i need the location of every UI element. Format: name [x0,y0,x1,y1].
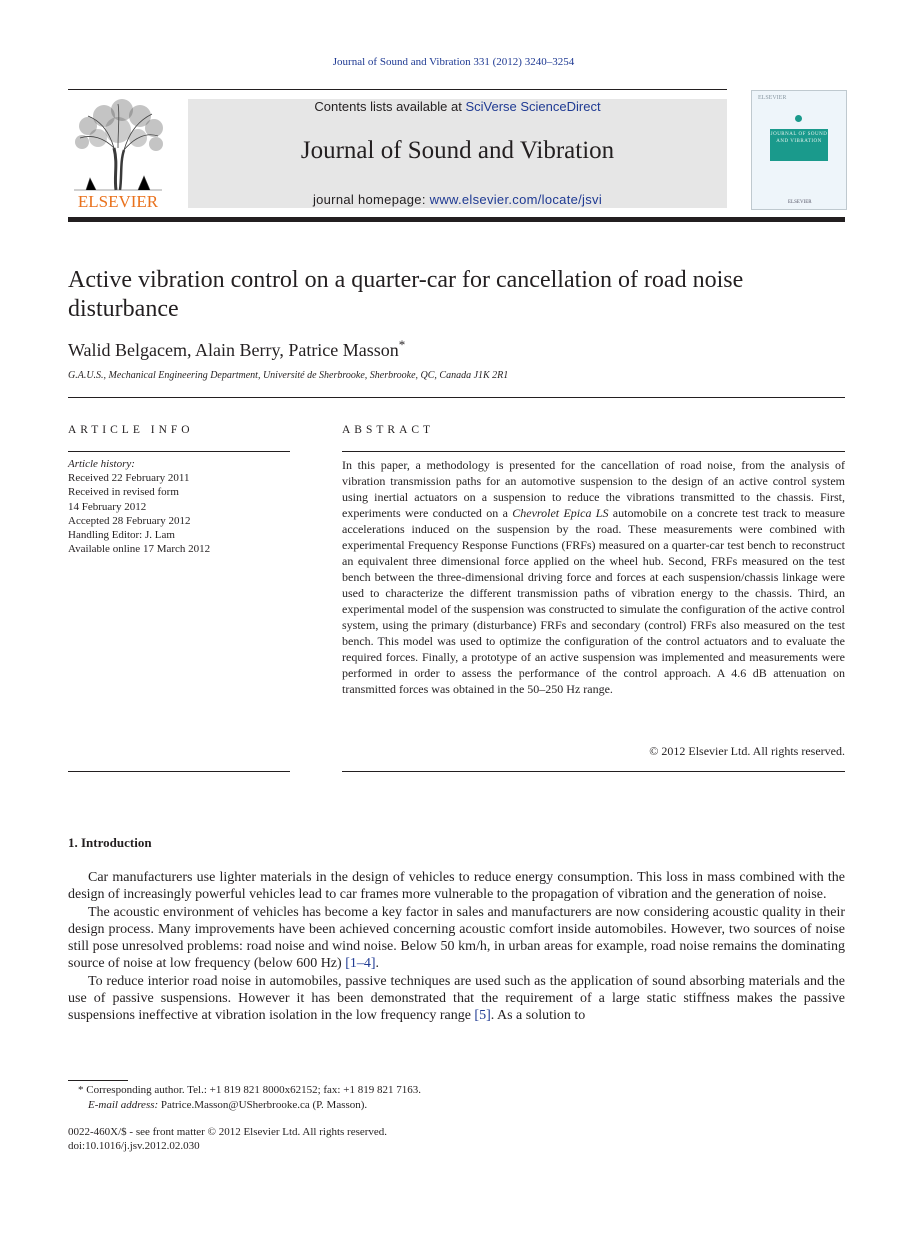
abstract-rule-bottom [342,771,845,772]
history-line: Available online 17 March 2012 [68,543,211,556]
issn-line: 0022-460X/$ - see front matter © 2012 Elsevier Ltd. All rights reserved. [68,1126,388,1138]
authors-names: Walid Belgacem, Alain Berry, Patrice Masson [68,340,399,360]
homepage-line [188,192,727,207]
cover-publisher-mark: ELSEVIER [758,95,787,101]
email-footnote [88,1099,367,1111]
introduction-heading: 1. Introduction [68,835,152,850]
elsevier-logo [68,98,168,210]
corresponding-author-mark[interactable]: * [398,337,406,352]
email-label: E-mail address: [88,1099,159,1111]
cover-title-box: JOURNAL OF SOUND AND VIBRATION [770,129,828,161]
footnote-rule [68,1080,128,1081]
email-address[interactable]: Patrice.Masson@USherbrooke.ca (P. Masson). [158,1099,368,1111]
article-title: Active vibration control on a quarter-car for cancellation of road noise disturbance [68,267,744,322]
header-thick-rule [68,217,845,222]
intro-p2-end: . [375,956,380,972]
abstract-text [342,457,845,697]
article-history [68,457,290,556]
doi-line[interactable]: doi:10.1016/j.jsv.2012.02.030 [68,1140,200,1152]
abstract-part-2: automobile on a concrete test track to measure accelerations induced on the suspension by the road. These measurements were combined with experimental Frequency Response Functions (FRFs) measured on a quarter-car test bench to reconstruct an equivalent three dimensional force applied on the wheel hub. Second, FRFs measured on the test bench between the three-dimensional driving force and forces at each suspension/chassis linkage were used to characterize the different transmission paths of vibration energy to the chassis. Third, an experimental model of the suspension was constructed to simulate the configuration of the active control system, using the primary (disturbance) FRFs and secondary (control) FRFs also measured on the test bench. This model was used to optimize the configuration of the control actuators and to evaluate the required forces. Finally, a prototype of an active suspension was implemented and measurements were performed in order to assess the performance of the control approach. A 4.6 dB attenuation on transmitted forces was obtained in the 50–250 Hz range. [342,506,845,696]
abstract-copyright: © 2012 Elsevier Ltd. All rights reserved. [649,744,845,758]
cover-emblem-icon [795,115,802,122]
journal-citation[interactable]: Journal of Sound and Vibration 331 (2012) 3240–3254 [332,56,575,68]
cover-footer: ELSEVIER [788,200,812,205]
article-info-rule-top [68,451,290,452]
corresponding-author-footnote: * Corresponding author. Tel.: +1 819 821 8000x62152; fax: +1 819 821 7163. [78,1084,421,1096]
author-list [68,337,405,361]
abstract-heading: ABSTRACT [342,424,435,436]
introduction-body [68,869,845,1025]
journal-cover-thumbnail[interactable] [751,90,847,210]
history-line: Received in revised form [68,486,179,499]
abstract-rule-top [342,451,845,452]
abstract-part-1: In this paper, a methodology is presented for the cancellation of road noise, from the analysis of vibration transmission paths for an automotive suspension to the design of an active control system using inertial actuators on a suspension to reduce the vibrations transmitted to the chassis. First, experiments were conducted on a [342,458,845,520]
intro-p3-end: . As a solution to [490,1008,586,1024]
abstract-car-model: Chevrolet Epica LS [512,506,609,520]
homepage-prefix: journal homepage: [312,192,430,207]
intro-paragraph-1: Car manufacturers use lighter materials in the design of vehicles to reduce energy consumption. This loss in mass combined with the design of increasingly powerful vehicles lead to car frames more vulnerable to the propagation of vibration and the generation of noise. [68,870,845,903]
sciencedirect-link[interactable]: SciVerse ScienceDirect [465,99,601,114]
reference-link-5[interactable]: [5] [474,1008,491,1024]
intro-p3-text: To reduce interior road noise in automobiles, passive techniques are used such as the application of sound absorbing materials and the use of passive suspensions. However it has been demonstrated that the requirement of a large static stiffness makes the passive suspensions ineffective at vibration isolation in the low frequency range [68,973,845,1024]
homepage-link[interactable]: www.elsevier.com/locate/jsvi [429,192,603,207]
history-line: 14 February 2012 [68,500,147,513]
contents-prefix: Contents lists available at [314,99,466,114]
elsevier-tree-icon [68,98,168,210]
history-line: Accepted 28 February 2012 [68,514,191,527]
reference-link-1-4[interactable]: [1–4] [345,956,376,972]
intro-paragraph-3 [68,973,845,1025]
journal-name: Journal of Sound and Vibration [300,137,615,164]
intro-paragraph-2 [68,904,845,973]
contents-line [188,99,727,114]
article-history-label: Article history: [68,458,135,470]
article-info-rule-bottom [68,771,290,772]
affiliation: G.A.U.S., Mechanical Engineering Department, Université de Sherbrooke, Sherbrooke, QC, Canada J1K 2R1 [68,370,509,381]
intro-p2-text: The acoustic environment of vehicles has become a key factor in sales and manufacturers are now considering acoustic quality in their design process. Many improvements have been achieved concerning acoustic comfort inside automobiles. However, two sources of noise still pose unresolved problems: road noise and wind noise. Below 50 km/h, in urban areas for example, road noise remains the dominating source of noise at low frequency (below 600 Hz) [68,904,845,972]
section-rule [68,397,845,398]
article-info-heading: ARTICLE INFO [68,424,194,436]
header-top-rule [68,89,727,90]
history-line: Received 22 February 2011 [68,472,190,485]
elsevier-wordmark: ELSEVIER [77,192,159,210]
history-line: Handling Editor: J. Lam [68,529,175,542]
